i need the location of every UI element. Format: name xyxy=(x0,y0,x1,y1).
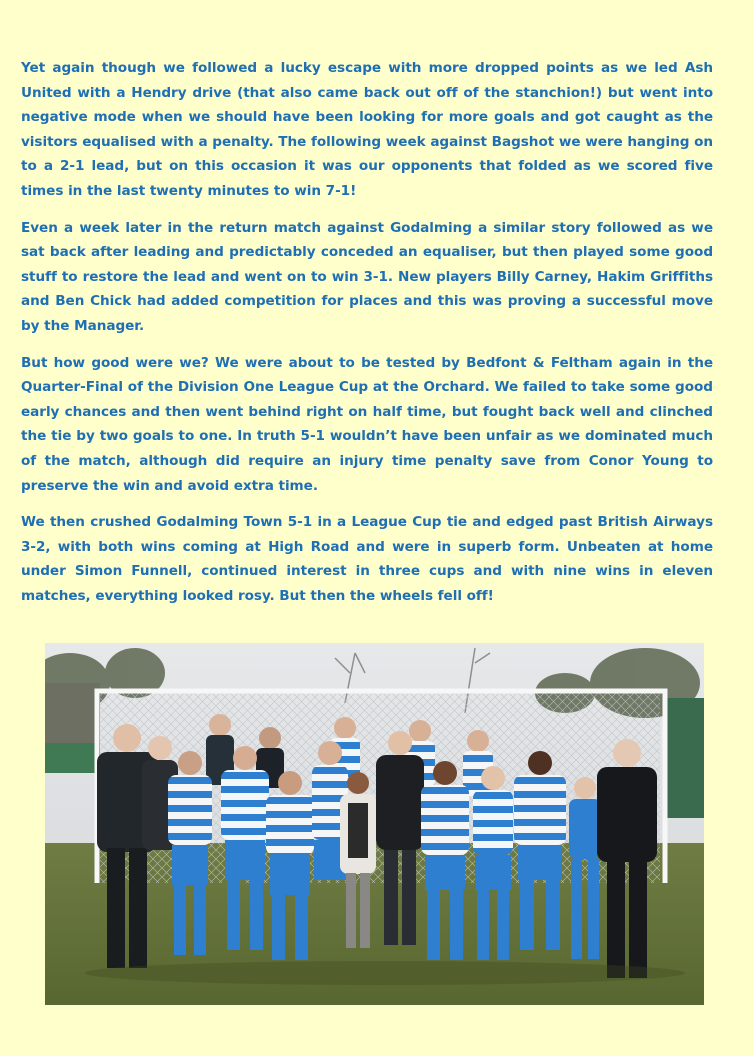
article-text xyxy=(21,56,713,620)
paragraph-2: Even a week later in the return match against Godalming a similar story followed as we sat back after leading and predictably conceded an equaliser, but then played some good stuff to restore the lead and went on to win 3-1. New players Billy Carney, Hakim Griffiths and Ben Chick had added competition for places and this was proving a successful move by the Manager. xyxy=(21,219,713,334)
team-photo-illustration xyxy=(45,643,704,1005)
paragraph-4: We then crushed Godalming Town 5-1 in a League Cup tie and edged past British Airways 3-2, with both wins coming at High Road and were in superb form. Unbeaten at home under Simon Funnell, continued interest in three cups and with nine wins in eleven matches, everything looked rosy. But then the wheels fell off! xyxy=(21,514,713,604)
paragraph-3: But how good were we? We were about to be tested by Bedfont & Feltham again in the Quarter-Final of the Division One League Cup at the Orchard. We failed to take some good early chances and then went behind right on half time, but fought back well and clinched the tie by two goals to one. In truth 5-1 wouldn’t have been unfair as we dominated much of the match, although did require an injury time penalty save from Conor Young to preserve the win and avoid extra time. xyxy=(21,354,713,494)
paragraph-1: Yet again though we followed a lucky escape with more dropped points as we led Ash United with a Hendry drive (that also came back out off of the stanchion!) but went into negative mode when we should have been looking for more goals and got caught as the visitors equalised with a penalty. The following week against Bagshot we were hanging on to a 2-1 lead, but on this occasion it was our opponents that folded as we scored five times in the last twenty minutes to win 7-1! xyxy=(21,60,713,199)
team-photo xyxy=(45,643,704,1005)
